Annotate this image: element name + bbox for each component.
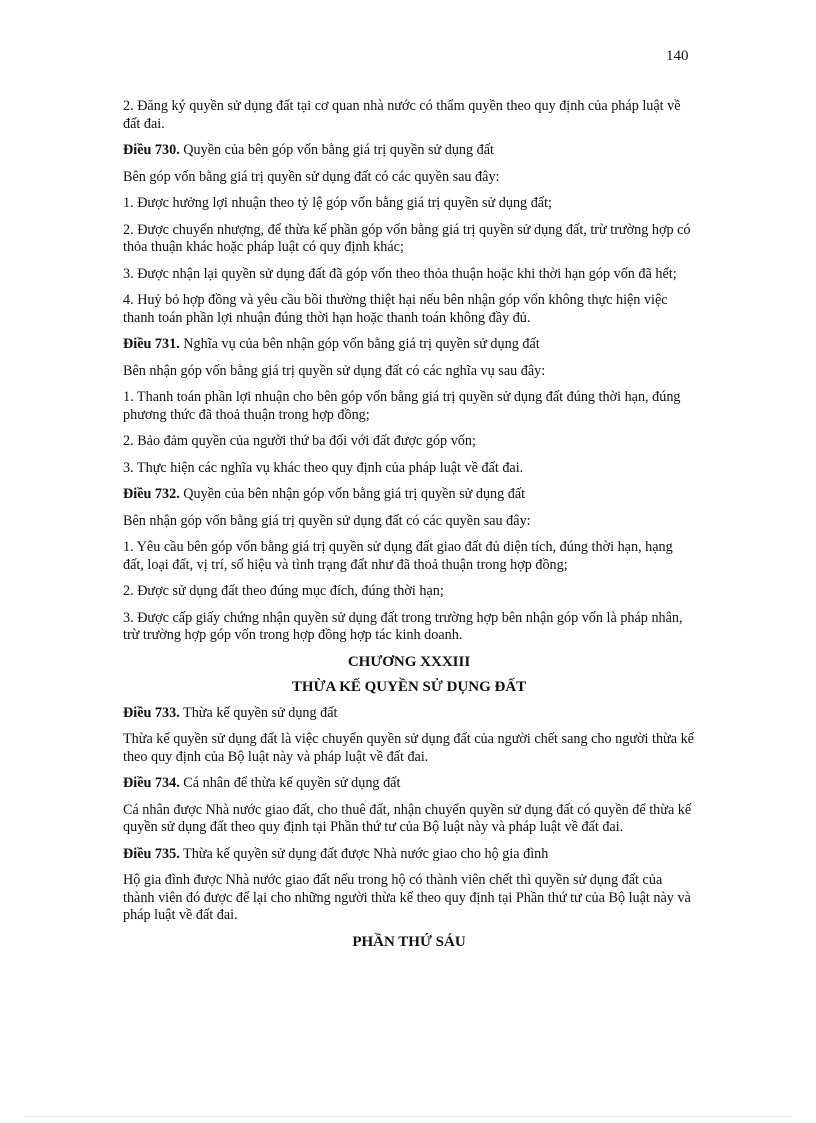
article-number: Điều 735. — [123, 845, 180, 862]
article-heading — [123, 336, 695, 354]
document-body — [123, 98, 695, 959]
article-heading — [123, 775, 695, 793]
part-heading: PHẦN THỨ SÁU — [352, 933, 466, 950]
paragraph: Bên góp vốn bằng giá trị quyền sử dụng đất có các quyền sau đây: — [123, 168, 500, 185]
list-item: 2. Bảo đảm quyền của người thứ ba đối với đất được góp vốn; — [123, 433, 476, 449]
page-number: 140 — [666, 48, 689, 64]
article-title: Quyền của bên góp vốn bằng giá trị quyền sử dụng đất — [179, 142, 494, 158]
article-number: Điều 734. — [123, 775, 180, 791]
list-item: 2. Được sử dụng đất theo đúng mục đích, đúng thời hạn; — [123, 583, 444, 599]
list-item: 3. Được cấp giấy chứng nhận quyền sử dụng đất trong trường hợp bên nhận góp vốn là pháp nhân, trừ trường hợp góp vốn trong hợp đồng hợp tác kinh doanh. — [123, 609, 683, 643]
article-heading — [123, 705, 695, 723]
article-heading — [123, 846, 695, 864]
list-item: 3. Được nhận lại quyền sử dụng đất đã góp vốn theo thỏa thuận hoặc khi thời hạn góp vốn đã hết; — [123, 265, 677, 282]
list-item: 1. Thanh toán phần lợi nhuận cho bên góp vốn bằng giá trị quyền sử dụng đất đúng thời hạn, đúng phương thức đã thoả thuận trong hợp đồng; — [123, 389, 681, 423]
list-item: 3. Thực hiện các nghĩa vụ khác theo quy định của pháp luật về đất đai. — [123, 459, 524, 476]
article-title: Thừa kế quyền sử dụng đất được Nhà nước giao cho hộ gia đình — [179, 845, 549, 862]
paragraph: 2. Đăng ký quyền sử dụng đất tại cơ quan nhà nước có thẩm quyền theo quy định của pháp luật về đất đai. — [123, 98, 681, 132]
list-item: 1. Được hưởng lợi nhuận theo tỷ lệ góp vốn bằng giá trị quyền sử dụng đất; — [123, 195, 552, 211]
paragraph: Cá nhân được Nhà nước giao đất, cho thuê đất, nhận chuyển quyền sử dụng đất có quyền để thừa kế quyền sử dụng đất theo quy định tại Phần thứ tư của Bộ luật này và pháp luật về đất đai. — [123, 801, 692, 835]
article-heading — [123, 486, 695, 504]
chapter-title: THỪA KẾ QUYỀN SỬ DỤNG ĐẤT — [291, 679, 527, 695]
list-item: 4. Huỷ bỏ hợp đồng và yêu cầu bồi thường thiệt hại nếu bên nhận góp vốn không thực hiện việc thanh toán phần lợi nhuận đúng thời hạn hoặc thanh toán không đầy đủ. — [123, 292, 668, 326]
article-number: Điều 733. — [123, 704, 180, 721]
article-number: Điều 732. — [123, 486, 180, 502]
paragraph: Bên nhận góp vốn bằng giá trị quyền sử dụng đất có các quyền sau đây: — [123, 512, 531, 529]
article-title: Nghĩa vụ của bên nhận góp vốn bằng giá trị quyền sử dụng đất — [179, 336, 540, 352]
paragraph: Hộ gia đình được Nhà nước giao đất nếu trong hộ có thành viên chết thì quyền sử dụng đất của thành viên đó được để lại cho những người thừa kế theo quy định tại Phần thứ tư của Bộ luật này và pháp luật về đất đai. — [123, 872, 691, 923]
page-bottom-divider — [24, 1116, 792, 1117]
chapter-heading: CHƯƠNG XXXIII — [347, 653, 471, 670]
article-number: Điều 731. — [123, 336, 180, 352]
list-item: 2. Được chuyển nhượng, để thừa kế phần góp vốn bằng giá trị quyền sử dụng đất, trừ trường hợp có thỏa thuận khác hoặc pháp luật có quy định khác; — [123, 221, 691, 255]
article-title: Cá nhân để thừa kế quyền sử dụng đất — [179, 775, 401, 791]
list-item: 1. Yêu cầu bên góp vốn bằng giá trị quyền sử dụng đất giao đất đủ diện tích, đúng thời hạn, hạng đất, loại đất, vị trí, số hiệu và tình trạng đất như đã thoả thuận trong hợp đồng; — [123, 539, 673, 573]
article-title: Quyền của bên nhận góp vốn bằng giá trị quyền sử dụng đất — [179, 486, 526, 502]
article-heading — [123, 142, 695, 160]
article-title: Thừa kế quyền sử dụng đất — [179, 704, 338, 721]
paragraph: Bên nhận góp vốn bằng giá trị quyền sử dụng đất có các nghĩa vụ sau đây: — [123, 362, 546, 379]
article-number: Điều 730. — [123, 142, 180, 158]
paragraph: Thừa kế quyền sử dụng đất là việc chuyển quyền sử dụng đất của người chết sang cho người thừa kế theo quy định của Bộ luật này và pháp luật về đất đai. — [123, 731, 694, 765]
